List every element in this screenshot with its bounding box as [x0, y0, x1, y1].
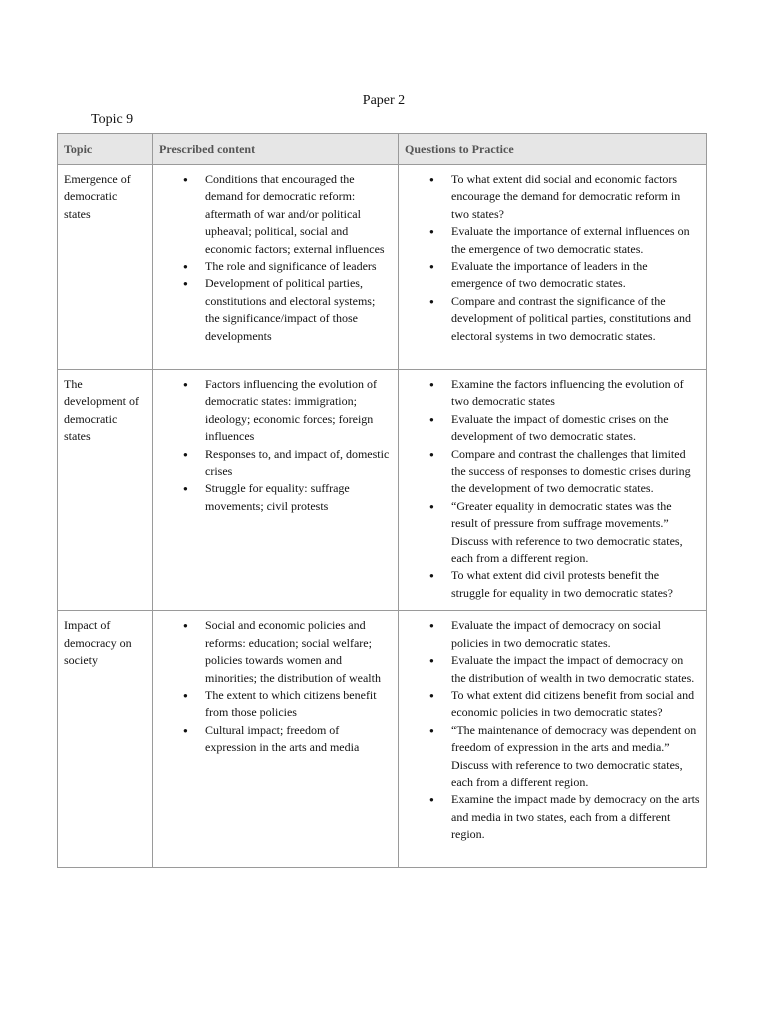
topic-cell: Emergence of democratic states — [58, 165, 153, 370]
list-item: ● Compare and contrast the significance of the development of political parties, constitutions and electoral systems in two democratic states. — [405, 293, 700, 345]
list-item: ● Evaluate the impact of domestic crises on the development of two democratic states. — [405, 411, 700, 446]
questions-cell — [399, 370, 707, 611]
page-title: Paper 2 — [362, 93, 406, 108]
list-item: ● Responses to, and impact of, domestic crises — [159, 446, 392, 481]
questions-cell — [399, 165, 707, 370]
list-item: ● Evaluate the importance of leaders in the emergence of two democratic states. — [405, 258, 700, 293]
list-item: ● Evaluate the impact of democracy on social policies in two democratic states. — [405, 617, 700, 652]
table-row — [58, 611, 707, 868]
list-item: ● Conditions that encouraged the demand for democratic reform: aftermath of war and/or political upheaval; political, social and economic factors; external influences — [159, 171, 392, 258]
content-list — [159, 376, 392, 515]
list-item: ● “The maintenance of democracy was dependent on freedom of expression in the arts and media.” Discuss with reference to two democratic states, each from a different region. — [405, 722, 700, 792]
list-item: ● To what extent did citizens benefit from social and economic policies in two democratic states? — [405, 687, 700, 722]
list-item: ● To what extent did civil protests benefit the struggle for equality in two democratic states? — [405, 567, 700, 602]
content-cell — [153, 370, 399, 611]
list-item: ● Cultural impact; freedom of expression in the arts and media — [159, 722, 392, 757]
topic-table — [57, 133, 707, 868]
list-item: ● Evaluate the importance of external influences on the emergence of two democratic states. — [405, 223, 700, 258]
content-list — [159, 617, 392, 756]
questions-list — [405, 376, 700, 602]
header-questions: Questions to Practice — [399, 134, 707, 165]
list-item: ● To what extent did social and economic factors encourage the demand for democratic reform in two states? — [405, 171, 700, 223]
list-item: ● Struggle for equality: suffrage movements; civil protests — [159, 480, 392, 515]
content-list — [159, 171, 392, 345]
list-item: ● Evaluate the impact the impact of democracy on the distribution of wealth in two democratic states. — [405, 652, 700, 687]
list-item: ● The extent to which citizens benefit from those policies — [159, 687, 392, 722]
list-item: ● Examine the factors influencing the evolution of two democratic states — [405, 376, 700, 411]
header-topic: Topic — [58, 134, 153, 165]
list-item: ● Factors influencing the evolution of democratic states: immigration; ideology; economic forces; foreign influences — [159, 376, 392, 446]
content-cell — [153, 611, 399, 868]
list-item: ● Compare and contrast the challenges that limited the success of responses to domestic crises during the development of two democratic states. — [405, 446, 700, 498]
list-item: ● The role and significance of leaders — [159, 258, 392, 275]
topic-cell: The development of democratic states — [58, 370, 153, 611]
table-row — [58, 370, 707, 611]
content-cell — [153, 165, 399, 370]
questions-cell — [399, 611, 707, 868]
header-prescribed-content: Prescribed content — [153, 134, 399, 165]
list-item: ● Social and economic policies and reforms: education; social welfare; policies towards women and minorities; the distribution of wealth — [159, 617, 392, 687]
topic-cell: Impact of democracy on society — [58, 611, 153, 868]
table-row — [58, 165, 707, 370]
list-item: ● Development of political parties, constitutions and electoral systems; the significance/impact of those developments — [159, 275, 392, 345]
section-title: Topic 9 — [91, 112, 134, 127]
questions-list — [405, 617, 700, 843]
list-item: ● “Greater equality in democratic states was the result of pressure from suffrage movements.” Discuss with reference to two democratic states, each from a different region. — [405, 498, 700, 568]
table-header-row — [58, 134, 707, 165]
questions-list — [405, 171, 700, 345]
list-item: ● Examine the impact made by democracy on the arts and media in two states, each from a different region. — [405, 791, 700, 843]
